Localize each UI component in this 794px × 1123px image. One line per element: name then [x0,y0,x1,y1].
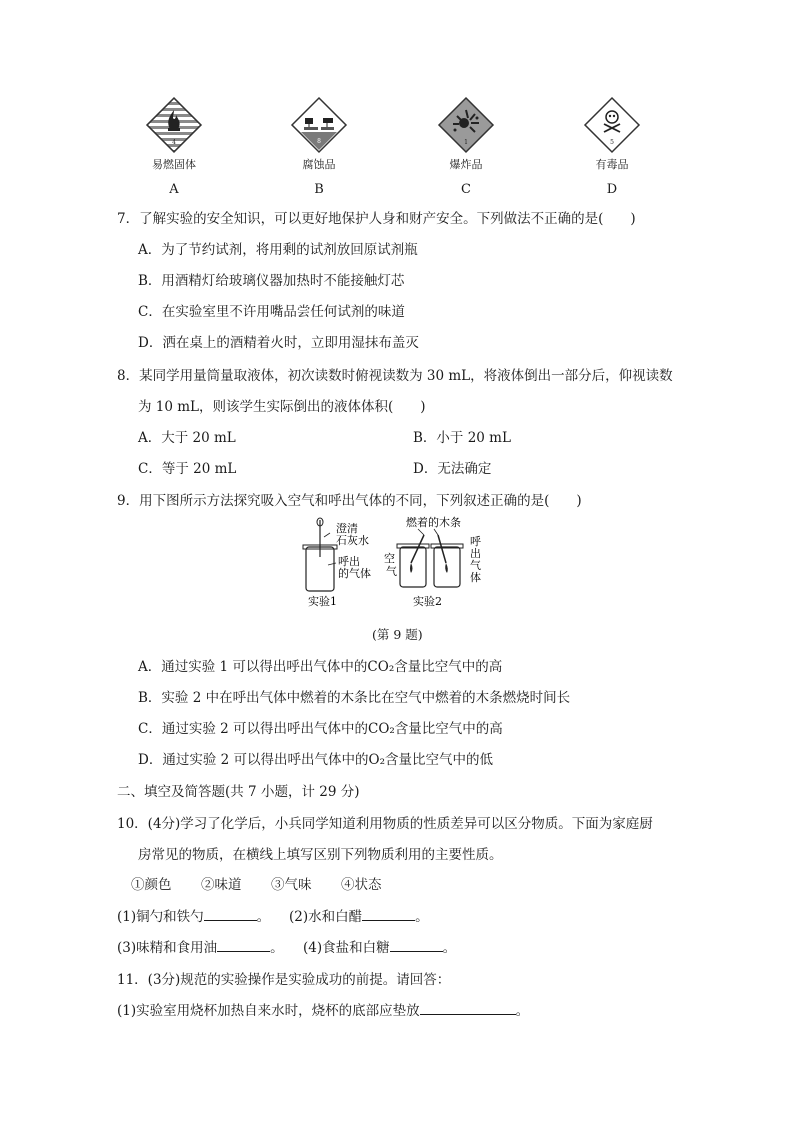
sign-number: 8 [317,138,321,145]
flammable-solid-icon [145,96,203,154]
hazard-signs-row [0,96,794,206]
q10-item-2-blank[interactable] [362,908,415,921]
q8-option-a: A．大于 20 mL [138,430,236,446]
hazard-sign-b [279,96,359,197]
q10-choice-1: ①颜色 [131,877,172,893]
sign-letter: C [461,182,471,197]
q7-option-a: A．为了节约试剂，将用剩的试剂放回原试剂瓶 [138,242,418,258]
q10-item-4-end: 。 [442,940,457,956]
q10-item-2-end: 。 [415,909,429,925]
q8-option-b: B．小于 20 mL [413,430,511,446]
q10-item-2 [289,905,429,925]
label-limewater-2: 石灰水 [336,534,369,547]
q8-stem-line2: 为 10 mL，则该学生实际倒出的液体体积( ) [138,399,426,415]
explosive-icon [437,96,495,154]
sign-number: 4 [172,139,176,146]
q11-item-1-end: 。 [515,1003,530,1019]
q10-choice-3: ③气味 [271,877,312,893]
q10-stem-line2: 房常见的物质，在横线上填写区别下列物质利用的主要性质。 [138,847,503,863]
q7-stem: 7．了解实验的安全知识，可以更好地保护人身和财产安全。下列做法不正确的是( ) [117,211,636,227]
q10-item-3-end: 。 [270,940,284,956]
label-exhaled-v4: 体 [470,571,481,584]
q9-option-d: D．通过实验 2 可以得出呼出气体中的O₂含量比空气中的低 [138,752,493,768]
q9-figure-caption: (第 9 题) [372,627,423,642]
q10-item-3 [117,936,284,956]
q10-item-1-label: (1)铜勺和铁勺 [117,909,204,925]
label-air-1: 空 [384,552,395,565]
q10-choice-2: ②味道 [201,877,242,893]
q10-choice-4: ④状态 [341,877,382,893]
q10-item-1-blank[interactable] [204,908,257,921]
q8-option-d: D．无法确定 [413,461,492,477]
q10-item-2-label: (2)水和白醋 [289,909,363,925]
section2-title: 二、填空及简答题(共 7 小题，计 29 分) [117,784,360,800]
q8-stem-line1: 8．某同学用量筒量取液体，初次读数时俯视读数为 30 mL，将液体倒出一部分后，仰视读数 [117,368,673,384]
q11-item-1-blank[interactable] [420,1002,516,1015]
sign-number: 5 [610,139,614,146]
q10-item-4 [303,936,456,956]
q7-option-b: B．用酒精灯给玻璃仪器加热时不能接触灯芯 [138,273,405,289]
q10-item-4-label: (4)食盐和白糖 [303,940,390,956]
label-exhaled-v3: 气 [470,559,481,572]
label-limewater-1: 澄清 [336,522,358,535]
q9-experiment-figure [300,515,500,615]
q10-stem-line1: 10．(4分)学习了化学后，小兵同学知道利用物质的性质差异可以区分物质。下面为家庭厨 [117,816,653,832]
sign-letter: A [169,182,179,197]
corrosive-icon [290,96,348,154]
hazard-sign-c [426,96,506,197]
label-burning-stick: 燃着的木条 [406,516,461,529]
q7-option-c: C．在实验室里不许用嘴品尝任何试剂的味道 [138,304,405,320]
q9-option-a: A．通过实验 1 可以得出呼出气体中的CO₂含量比空气中的高 [138,659,503,675]
label-exhaled-v2: 出 [470,547,481,560]
q7-option-d: D．洒在桌上的酒精着火时，立即用湿抹布盖灭 [138,335,419,351]
label-exhaled-2: 的气体 [338,567,371,580]
q10-item-1 [117,905,270,925]
sign-letter: D [606,182,618,197]
sign-name: 有毒品 [595,158,629,171]
hazard-sign-d [572,96,652,197]
q10-item-4-blank[interactable] [390,939,443,952]
hazard-sign-a [134,96,214,197]
q11-stem: 11．(3分)规范的实验操作是实验成功的前提。请回答： [117,972,451,988]
label-exp1: 实验1 [308,595,337,608]
sign-name: 易燃固体 [152,158,196,171]
label-exhaled-v1: 呼 [470,535,481,548]
q10-item-1-end: 。 [256,909,271,925]
q11-item-1-label: (1)实验室用烧杯加热自来水时，烧杯的底部应垫放 [117,1003,420,1019]
q9-option-c: C．通过实验 2 可以得出呼出气体中的CO₂含量比空气中的高 [138,721,503,737]
q10-item-3-blank[interactable] [217,939,270,952]
toxic-icon [583,96,641,154]
label-exp2: 实验2 [413,595,442,608]
q9-stem: 9．用下图所示方法探究吸入空气和呼出气体的不同，下列叙述正确的是( ) [117,493,582,509]
sign-name: 腐蚀品 [302,158,336,171]
q9-option-b: B．实验 2 中在呼出气体中燃着的木条比在空气中燃着的木条燃烧时间长 [138,690,571,706]
sign-name: 爆炸品 [449,158,483,171]
q11-item-1 [117,999,529,1019]
label-exhaled-1: 呼出 [338,555,360,568]
sign-number: 1 [464,139,468,146]
q10-item-3-label: (3)味精和食用油 [117,940,218,956]
q8-option-c: C．等于 20 mL [138,461,237,477]
sign-letter: B [314,182,324,197]
label-air-2: 气 [386,565,397,578]
